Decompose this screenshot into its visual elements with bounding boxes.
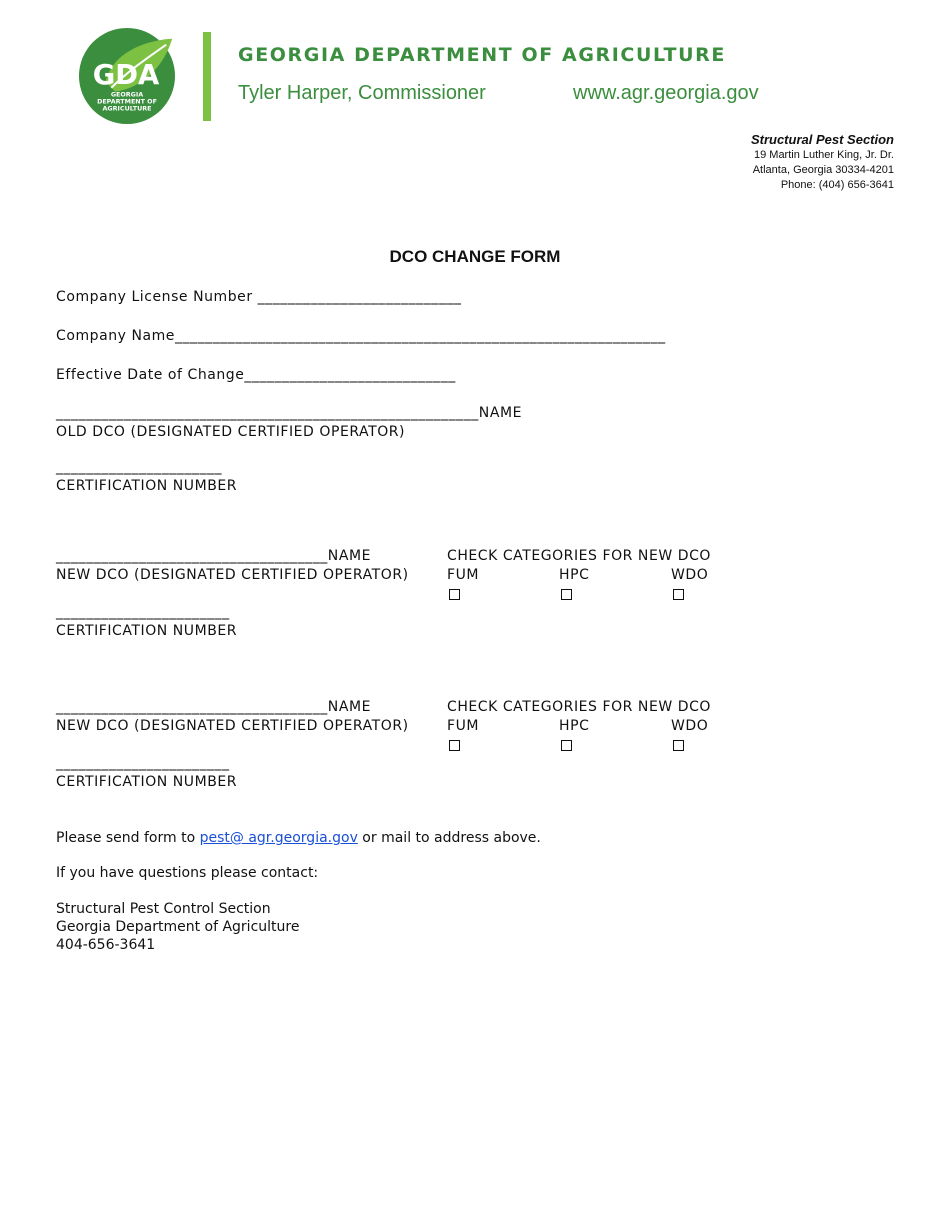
new-dco-1-label: NEW DCO (DESIGNATED CERTIFIED OPERATOR) <box>56 567 409 583</box>
form-title: DCO CHANGE FORM <box>389 247 561 266</box>
new-dco-2-fum-checkbox[interactable] <box>449 740 460 751</box>
send-prefix: Please send form to <box>56 830 200 846</box>
contact-phone: 404-656-3641 <box>56 937 156 953</box>
new-dco-2-cat-fum-label: FUM <box>447 718 480 734</box>
contact-section: Structural Pest Control Section <box>56 901 271 917</box>
address-block <box>751 131 894 193</box>
new-dco-2-categories-heading: CHECK CATEGORIES FOR NEW DCO <box>447 699 711 715</box>
section-name: Structural Pest Section <box>750 132 894 147</box>
new-dco-1-cat-wdo-label: WDO <box>671 567 709 583</box>
new-dco-2-name-line[interactable]: ____________________________________NAME <box>56 699 371 715</box>
svg-text:DEPARTMENT OF: DEPARTMENT OF <box>97 97 157 106</box>
new-dco-2-cat-wdo-label: WDO <box>671 718 709 734</box>
new-dco-2-cert-line[interactable]: _______________________ <box>56 755 230 771</box>
street-address: 19 Martin Luther King, Jr. Dr. <box>753 149 894 161</box>
new-dco-1-cat-fum-label: FUM <box>447 567 480 583</box>
new-dco-1-cat-hpc-label: HPC <box>559 567 590 583</box>
send-suffix: or mail to address above. <box>357 830 541 846</box>
company-name-field[interactable]: Company Name_________________________________________________________________ <box>56 328 666 344</box>
new-dco-1-cert-line[interactable]: _______________________ <box>56 604 230 620</box>
email-link[interactable]: pest@ agr.georgia.gov <box>199 830 358 846</box>
old-dco-cert-line[interactable]: ______________________ <box>56 459 223 475</box>
org-name: GEORGIA DEPARTMENT OF AGRICULTURE <box>238 44 726 66</box>
company-license-field[interactable]: Company License Number ___________________________ <box>56 289 462 305</box>
questions-text: If you have questions please contact: <box>56 865 319 881</box>
new-dco-1-fum-checkbox[interactable] <box>449 589 460 600</box>
new-dco-2-label: NEW DCO (DESIGNATED CERTIFIED OPERATOR) <box>56 718 409 734</box>
send-instructions <box>56 830 541 846</box>
new-dco-1-name-line[interactable]: ____________________________________NAME <box>56 548 371 564</box>
new-dco-2-cert-label: CERTIFICATION NUMBER <box>56 774 238 790</box>
city-address: Atlanta, Georgia 30334-4201 <box>752 164 894 176</box>
new-dco-2-hpc-checkbox[interactable] <box>561 740 572 751</box>
new-dco-2-wdo-checkbox[interactable] <box>673 740 684 751</box>
old-dco-cert-label: CERTIFICATION NUMBER <box>56 478 238 494</box>
old-dco-name-line[interactable]: ________________________________________________________NAME <box>56 405 522 421</box>
phone-number: Phone: (404) 656-3641 <box>780 179 894 191</box>
contact-department: Georgia Department of Agriculture <box>56 919 300 935</box>
commissioner-name: Tyler Harper, Commissioner <box>238 82 486 104</box>
new-dco-1-wdo-checkbox[interactable] <box>673 589 684 600</box>
new-dco-2-cat-hpc-label: HPC <box>559 718 590 734</box>
gda-logo <box>78 27 176 125</box>
new-dco-1-hpc-checkbox[interactable] <box>561 589 572 600</box>
logo-text: GDA <box>92 59 160 91</box>
svg-text:GEORGIA: GEORGIA <box>110 90 144 99</box>
new-dco-1-cert-label: CERTIFICATION NUMBER <box>56 623 238 639</box>
header-divider <box>203 32 211 121</box>
svg-text:AGRICULTURE: AGRICULTURE <box>102 104 152 113</box>
website-link[interactable]: www.agr.georgia.gov <box>573 82 759 104</box>
old-dco-label: OLD DCO (DESIGNATED CERTIFIED OPERATOR) <box>56 424 406 440</box>
new-dco-1-categories-heading: CHECK CATEGORIES FOR NEW DCO <box>447 548 711 564</box>
effective-date-field[interactable]: Effective Date of Change____________________________ <box>56 367 456 383</box>
